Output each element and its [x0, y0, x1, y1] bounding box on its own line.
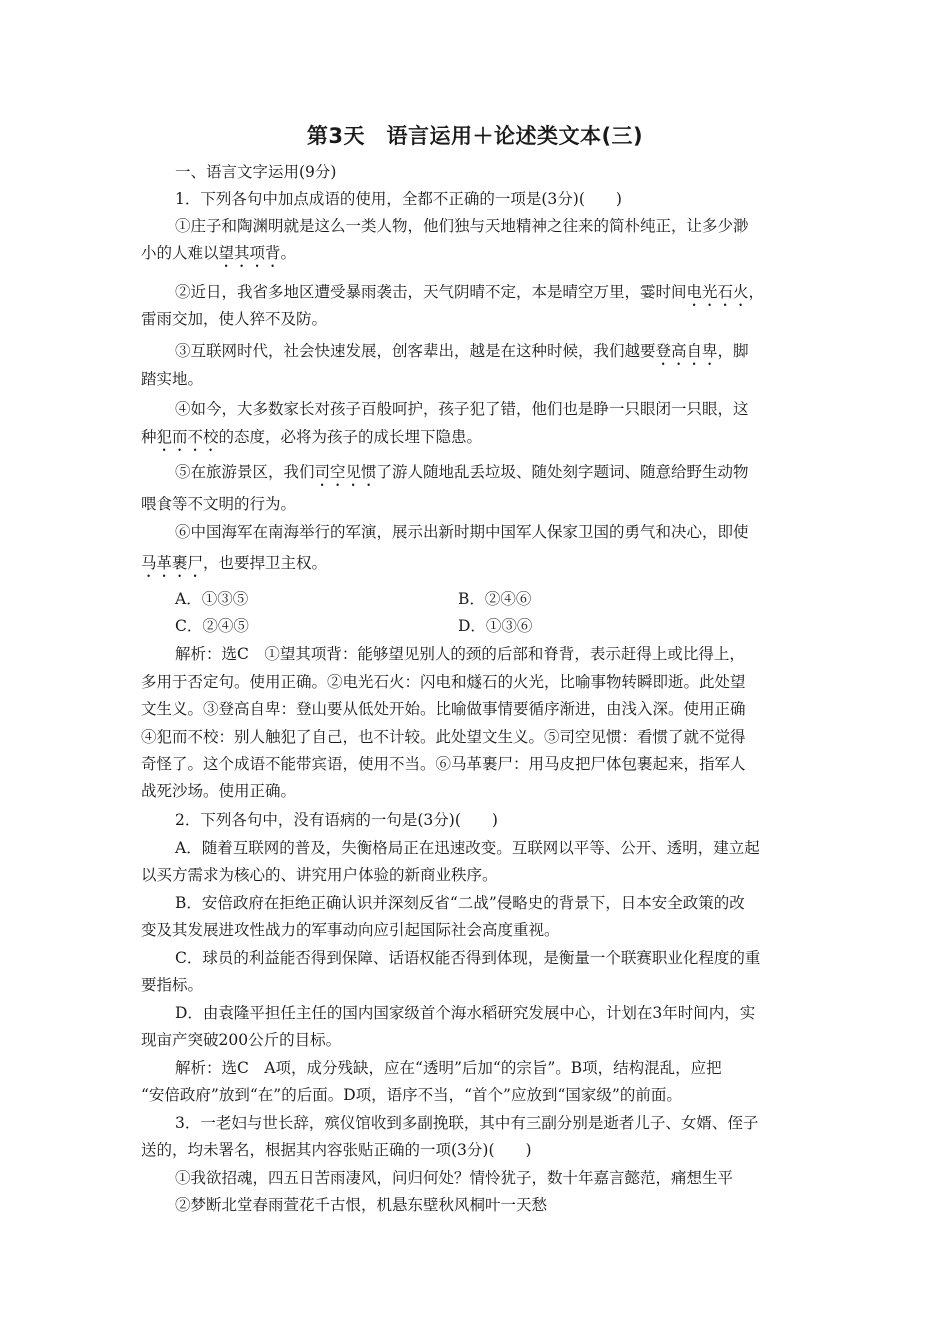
text-segment: ，也要捍卫主权。: [203, 554, 328, 572]
text-segment: ③互联网时代，社会快速发展，创客辈出，越是在这种时候，我们越要: [175, 342, 656, 360]
q2-option-c-line-1: C．球员的利益能否得到保障、话语权能否得到体现，是衡量一个联赛职业化程度的重: [175, 949, 761, 967]
dotted-idiom: 马革裹尸: [141, 554, 204, 572]
question-1-stem: 1．下列各句中加点成语的使用，全都不正确的一项是(3分)( ): [175, 190, 622, 208]
text-segment: 的态度，必将为孩子的成长埋下隐患。: [218, 428, 483, 446]
q1-answer-line-3: 文生义。③登高自卑：登山要从低处开始。比喻做事情要循序渐进，由浅入深。使用正确: [141, 700, 746, 718]
q1-answer-line-6: 战死沙场。使用正确。: [141, 782, 297, 800]
q2-option-d-line-1: D．由袁隆平担任主任的国内国家级首个海水稻研究发展中心，计划在3年时间内，实: [175, 1004, 756, 1022]
q1-answer-line-2: 多用于否定句。使用正确。②电光石火：闪电和燧石的火光，比喻事物转瞬即逝。此处望: [141, 673, 746, 691]
dotted-idiom: 司空见惯: [314, 463, 377, 481]
q1-sentence-4-line-1: ④如今，大多数家长对孩子百般呵护，孩子犯了错，他们也是睁一只眼闭一只眼，这: [175, 400, 749, 418]
dotted-idiom: 电光石火: [686, 283, 749, 301]
text-segment: ，脚: [717, 342, 749, 360]
q3-couplet-1: ①我欲招魂，四五日苦雨凄风，问归何处？情怜犹子，数十年嘉言懿范，痛想生平: [175, 1169, 734, 1187]
q1-sentence-2-line-2: 雷雨交加，使人猝不及防。: [141, 310, 328, 328]
q1-sentence-3-line-2: 踏实地。: [141, 370, 204, 388]
q2-answer-line-2: “安倍政府”放到“在”的后面。D项，语序不当，“首个”应放到“国家级”的前面。: [141, 1086, 682, 1104]
question-3-stem-line-2: 送的，均未署名，根据其内容张贴正确的一项(3分)( ): [141, 1141, 532, 1159]
q1-option-a: A．①③⑤: [175, 590, 249, 608]
q1-sentence-2-line-1: [175, 282, 764, 310]
q1-answer-line-5: 奇怪了。这个成语不能带宾语，使用不当。⑥马革裹尸：用马皮把尸体包裹起来，指军人: [141, 755, 746, 773]
q1-answer-line-4: ④犯而不校：别人触犯了自己，也不计较。此处望文生义。⑤司空见惯：看惯了就不觉得: [141, 728, 746, 746]
q1-option-d: D．①③⑥: [458, 617, 533, 635]
q2-answer-line-1: 解析：选C A项，成分残缺，应在“透明”后加“的宗旨”。B项，结构混乱，应把: [175, 1059, 722, 1077]
q2-option-b-line-1: B．安倍政府在拒绝正确认识并深刻反省“二战”侵略史的背景下，日本安全政策的改: [175, 894, 745, 912]
q1-sentence-1-line-2: [141, 243, 296, 271]
page-title: 第3天 语言运用＋论述类文本(三): [306, 124, 644, 148]
text-segment: ②近日，我省多地区遭受暴雨袭击，天气阴晴不定，本是晴空万里，霎时间: [175, 283, 687, 301]
text-segment: 种: [141, 428, 157, 446]
q2-option-c-line-2: 要指标。: [141, 976, 204, 994]
q2-option-a-line-2: 以买方需求为核心的、讲究用户体验的新商业秩序。: [141, 866, 498, 884]
q2-option-d-line-2: 现亩产突破200公斤的目标。: [141, 1031, 342, 1049]
dotted-idiom: 望其项背: [218, 244, 281, 262]
q1-sentence-5-line-2: 喂食等不文明的行为。: [141, 495, 297, 513]
question-3-stem-line-1: 3．一老妇与世长辞，殡仪馆收到多副挽联，其中有三副分别是逝者儿子、女婿、侄子: [175, 1114, 759, 1132]
q1-sentence-4-line-2: [141, 427, 482, 455]
text-segment: ，: [748, 283, 765, 301]
q1-sentence-1-line-1: ①庄子和陶渊明就是这么一类人物，他们独与天地精神之往来的简朴纯正，让多少渺: [175, 217, 749, 235]
text-segment: 了游人随地乱丢垃圾、随处刻字题词、随意给野生动物: [376, 463, 749, 481]
text-segment: 小的人难以: [141, 244, 219, 262]
dotted-idiom: 登高自卑: [655, 342, 718, 360]
q1-sentence-5-line-1: [175, 462, 749, 490]
q1-answer-line-1: 解析：选C ①望其项背：能够望见别人的颈的后部和脊背，表示赶得上或比得上，: [175, 645, 745, 663]
question-2-stem: 2．下列各句中，没有语病的一句是(3分)( ): [175, 811, 498, 829]
section-heading: 一、语言文字运用(9分): [175, 163, 337, 181]
q1-sentence-3-line-1: [175, 341, 749, 369]
q1-sentence-6-line-2: [141, 553, 327, 581]
q2-option-a-line-1: A．随着互联网的普及，失衡格局正在迅速改变。互联网以平等、公开、透明，建立起: [175, 839, 760, 857]
q1-option-c: C．②④⑤: [175, 617, 249, 635]
text-segment: ⑤在旅游景区，我们: [175, 463, 315, 481]
q1-sentence-6-line-1: ⑥中国海军在南海举行的军演，展示出新时期中国军人保家卫国的勇气和决心，即使: [175, 523, 749, 541]
q1-option-b: B．②④⑥: [458, 590, 532, 608]
text-segment: 。: [280, 244, 297, 262]
q2-option-b-line-2: 变及其发展进攻性战力的军事动向应引起国际社会高度重视。: [141, 921, 560, 939]
dotted-idiom: 犯而不校: [156, 428, 219, 446]
q3-couplet-2: ②梦断北堂春雨萱花千古恨，机悬东壁秋风桐叶一天愁: [175, 1196, 548, 1214]
